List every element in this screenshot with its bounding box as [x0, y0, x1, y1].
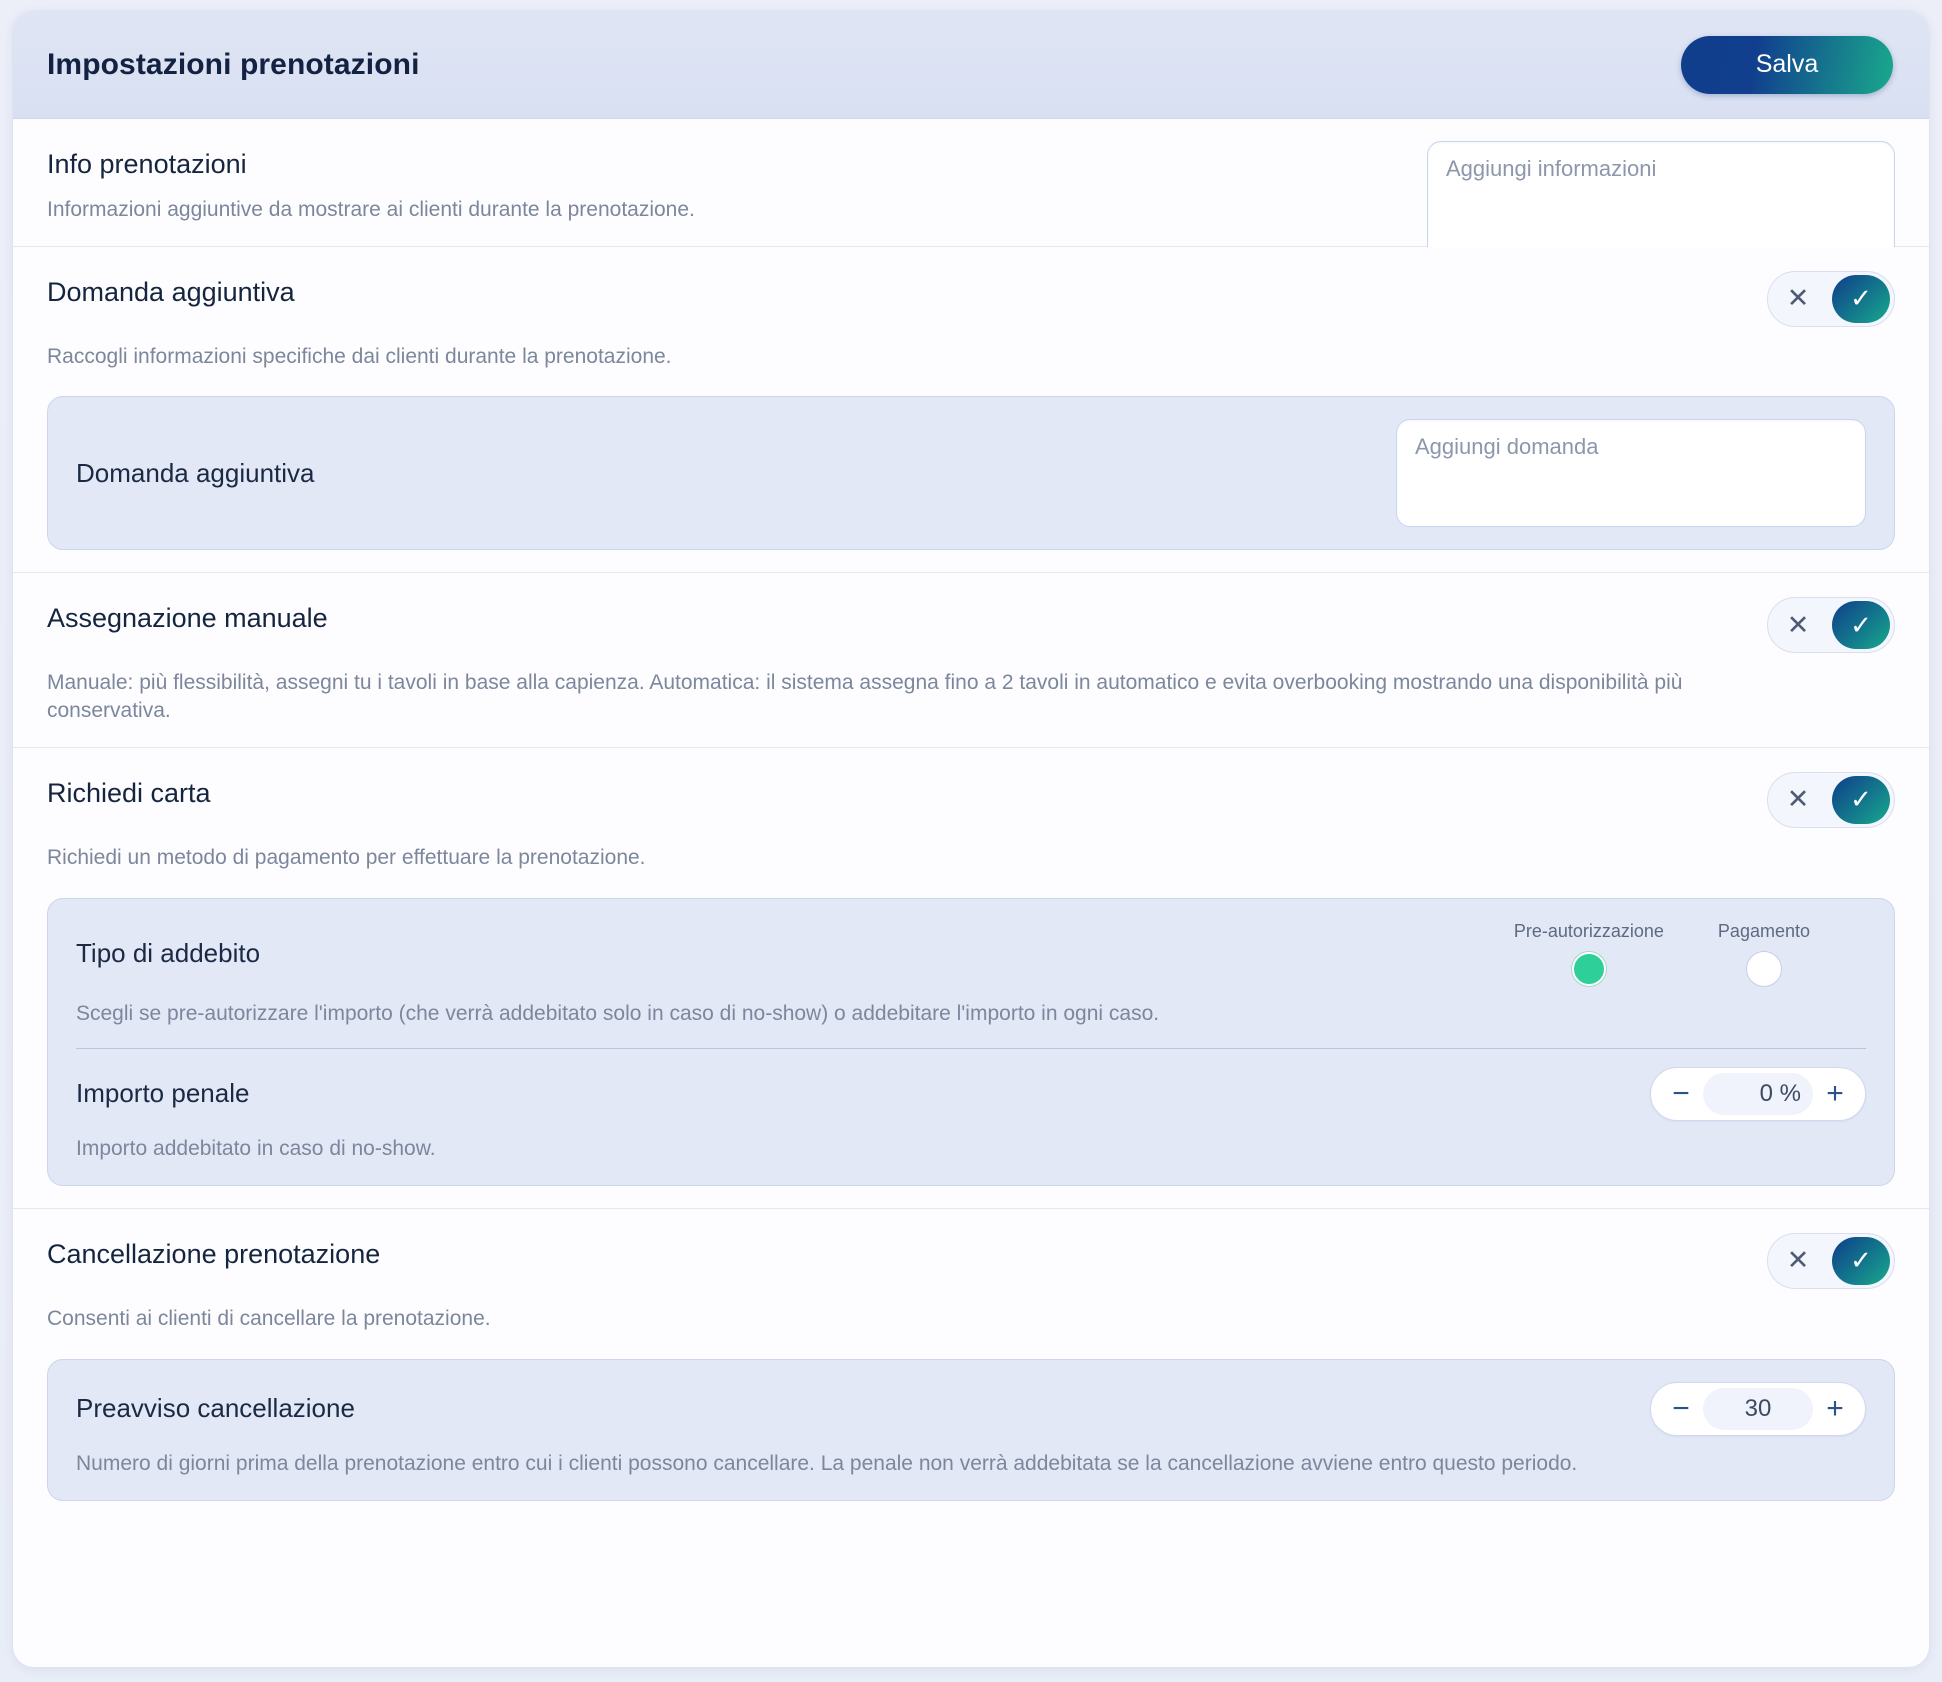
row-richiedi-carta — [13, 748, 1929, 1209]
toggle-manual-assign[interactable] — [1767, 597, 1895, 653]
card-charge-settings — [47, 898, 1895, 1186]
close-icon: ✕ — [1786, 609, 1810, 640]
minus-icon[interactable]: − — [1672, 1391, 1690, 1425]
check-icon: ✓ — [1832, 601, 1890, 649]
panel-header — [13, 11, 1929, 119]
row-title-cancellation: Cancellazione prenotazione — [47, 1238, 381, 1269]
close-icon: ✕ — [1786, 283, 1810, 314]
row-title-info: Info prenotazioni — [47, 149, 247, 179]
toggle-require-card[interactable] — [1767, 772, 1895, 828]
card-desc-penalty: Importo addebitato in caso di no-show. — [76, 1136, 436, 1160]
plus-icon[interactable]: + — [1826, 1391, 1844, 1425]
card-cancellation-notice — [47, 1359, 1895, 1501]
penalty-value[interactable]: 0 % — [1703, 1073, 1813, 1115]
row-desc-extra-question: Raccogli informazioni specifiche dai clienti durante la prenotazione. — [47, 344, 672, 368]
row-desc-manual-assign: Manuale: più flessibilità, assegni tu i tavoli in base alla capienza. Automatica: il sistema assegna fino a 2 tavoli in automatico e evita overbooking mostrando una disponibilità più conservativa. — [47, 671, 1683, 723]
card-desc-notice: Numero di giorni prima della prenotazione entro cui i clienti possono cancellare. La penale non verrà addebitata se la cancellazione avviene entro questo periodo. — [76, 1451, 1578, 1475]
radio-label-payment: Pagamento — [1717, 920, 1810, 941]
radio-pagamento[interactable] — [1718, 921, 1810, 986]
penalty-stepper[interactable] — [1650, 1067, 1866, 1121]
close-icon: ✕ — [1786, 1245, 1810, 1276]
row-assegnazione-manuale — [13, 573, 1929, 747]
notice-value[interactable]: 30 — [1703, 1388, 1813, 1430]
charge-type-radio-group — [1514, 921, 1866, 986]
card-title-charge-type: Tipo di addebito — [76, 937, 261, 968]
check-icon: ✓ — [1832, 1237, 1890, 1285]
radio-dot-selected-icon — [1572, 952, 1606, 986]
notice-stepper[interactable] — [1650, 1382, 1866, 1436]
toggle-extra-question[interactable] — [1767, 271, 1895, 327]
close-icon: ✕ — [1786, 784, 1810, 815]
row-info-prenotazioni — [13, 119, 1929, 247]
row-desc-info: Informazioni aggiuntive da mostrare ai clienti durante la prenotazione. — [47, 198, 695, 221]
booking-settings-panel — [12, 10, 1930, 1668]
row-desc-cancellation: Consenti ai clienti di cancellare la prenotazione. — [47, 1306, 491, 1330]
row-cancellazione-prenotazione — [13, 1209, 1929, 1523]
page-title: Impostazioni prenotazioni — [47, 47, 420, 81]
card-title-extra-question: Domanda aggiuntiva — [76, 457, 315, 488]
plus-icon[interactable]: + — [1826, 1076, 1844, 1110]
row-title-manual-assign: Assegnazione manuale — [47, 603, 328, 634]
extra-question-textarea[interactable] — [1396, 419, 1866, 527]
radio-label-preauth: Pre-autorizzazione — [1513, 920, 1664, 941]
card-title-notice: Preavviso cancellazione — [76, 1393, 355, 1424]
card-title-penalty: Importo penale — [76, 1078, 250, 1109]
radio-preautorizzazione[interactable] — [1514, 921, 1664, 986]
minus-icon[interactable]: − — [1672, 1076, 1690, 1110]
save-button[interactable]: Salva — [1681, 36, 1893, 94]
check-icon: ✓ — [1832, 275, 1890, 323]
card-desc-charge-type: Scegli se pre-autorizzare l'importo (che verrà addebitato solo in caso di no-show) o addebitare l'importo in ogni caso. — [76, 1001, 1160, 1025]
row-title-require-card: Richiedi carta — [47, 777, 211, 808]
toggle-cancellation[interactable] — [1767, 1233, 1895, 1289]
row-domanda-aggiuntiva — [13, 247, 1929, 574]
row-title-extra-question: Domanda aggiuntiva — [47, 276, 295, 307]
radio-dot-icon — [1747, 952, 1781, 986]
divider — [76, 1048, 1866, 1049]
card-extra-question — [47, 396, 1895, 550]
row-desc-require-card: Richiedi un metodo di pagamento per effettuare la prenotazione. — [47, 845, 646, 869]
check-icon: ✓ — [1832, 776, 1890, 824]
